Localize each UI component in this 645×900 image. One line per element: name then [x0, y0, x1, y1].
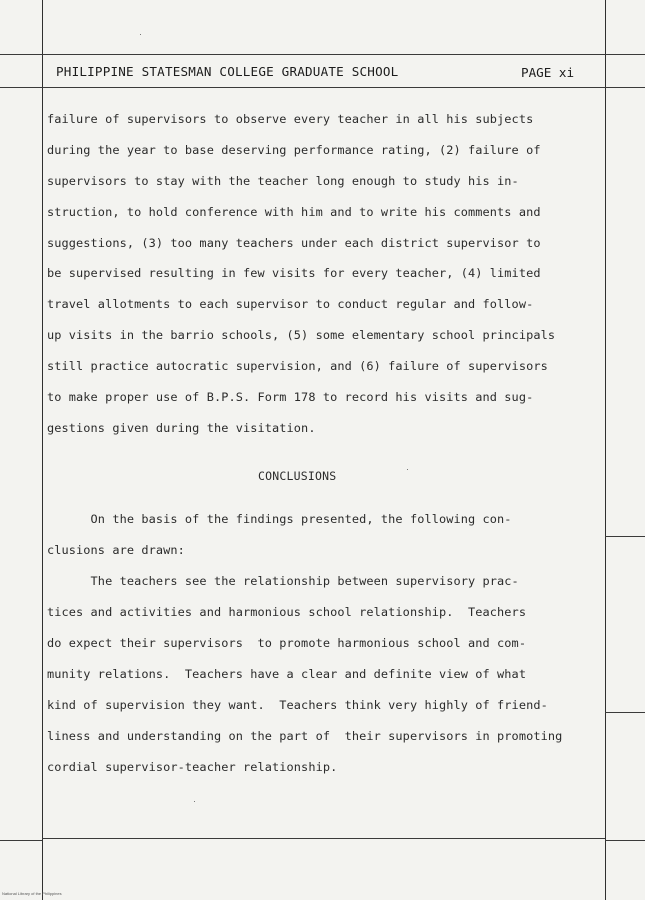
footer-rule-right [605, 840, 645, 841]
conclusion-line: clusions are drawn: [47, 543, 185, 557]
footer-rule-left [0, 840, 42, 841]
right-margin-rule [605, 0, 606, 900]
header-bottom-rule [0, 87, 645, 88]
footer-rule [42, 838, 605, 839]
right-margin-tick [605, 536, 645, 537]
page-number: PAGE xi [521, 65, 575, 80]
conclusion-line: kind of supervision they want. Teachers think very highly of friend- [47, 698, 548, 712]
scan-speck [194, 801, 195, 802]
right-margin-tick [605, 712, 645, 713]
conclusion-line: do expect their supervisors to promote harmonious school and com- [47, 636, 527, 650]
page-header-title: PHILIPPINE STATESMAN COLLEGE GRADUATE SCHOOL [56, 64, 399, 79]
section-heading-conclusions: CONCLUSIONS [258, 469, 337, 483]
library-footer-text: National Library of the Philippines [2, 891, 62, 896]
scan-speck [140, 34, 141, 35]
body-line: supervisors to stay with the teacher long enough to study his in- [47, 174, 519, 188]
body-line: to make proper use of B.P.S. Form 178 to record his visits and sug- [47, 390, 534, 404]
body-line: gestions given during the visitation. [47, 421, 316, 435]
body-line: travel allotments to each supervisor to conduct regular and follow- [47, 297, 534, 311]
conclusion-line: tices and activities and harmonious school relationship. Teachers [47, 605, 527, 619]
header-top-rule [0, 54, 645, 55]
left-margin-tick [0, 87, 42, 88]
body-line: still practice autocratic supervision, and (6) failure of supervisors [47, 359, 548, 373]
body-line: suggestions, (3) too many teachers under each district supervisor to [47, 236, 541, 250]
body-line: be supervised resulting in few visits for every teacher, (4) limited [47, 266, 541, 280]
conclusion-line: liness and understanding on the part of their supervisors in promoting [47, 729, 563, 743]
body-line: up visits in the barrio schools, (5) some elementary school principals [47, 328, 556, 342]
scan-speck [407, 469, 408, 470]
body-line: struction, to hold conference with him and to write his comments and [47, 205, 541, 219]
body-line: failure of supervisors to observe every teacher in all his subjects [47, 112, 534, 126]
conclusion-line: The teachers see the relationship between supervisory prac- [47, 574, 519, 588]
conclusion-line: cordial supervisor-teacher relationship. [47, 760, 338, 774]
conclusion-line: munity relations. Teachers have a clear and definite view of what [47, 667, 527, 681]
conclusion-line: On the basis of the findings presented, the following con- [47, 512, 512, 526]
body-line: during the year to base deserving performance rating, (2) failure of [47, 143, 541, 157]
left-margin-rule [42, 0, 43, 900]
